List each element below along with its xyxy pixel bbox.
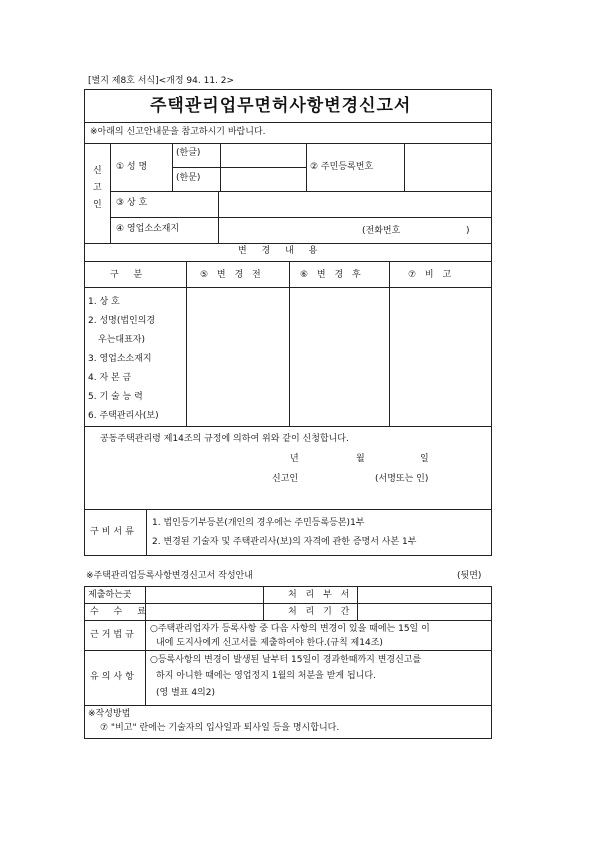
hanja-label: (한문) — [176, 173, 201, 183]
trade-name-label: ③ 상 호 — [116, 198, 148, 208]
legal-basis-line: ○주택관리업자가 등록사항 중 다음 사항의 변경이 있을 때에는 15일 이 — [150, 624, 430, 634]
changes-section-title: 변 경 내 용 — [238, 246, 324, 256]
back-side-label: (뒷면) — [457, 571, 482, 581]
guide-title: ※주택관리업등록사항변경신고서 작성안내 — [86, 571, 253, 581]
col-before: ⑤ 변 경 전 — [200, 270, 264, 280]
notes-label: 유의사항 — [90, 672, 137, 682]
resident-number-field[interactable] — [405, 144, 491, 190]
legal-basis-label: 근거법규 — [90, 630, 137, 640]
list-item: 4. 자 본 금 — [88, 373, 132, 383]
resident-number-label: ② 주민등록번호 — [310, 162, 374, 172]
after-field[interactable] — [290, 288, 388, 425]
list-item: 1. 상 호 — [88, 297, 120, 307]
legal-basis-line: 내에 도지사에게 신고서를 제출하여야 한다.(규칙 제14조) — [156, 638, 383, 648]
declaration-text: 공동주택관리령 제14조의 규정에 의하여 위와 같이 신청합니다. — [100, 434, 349, 444]
method-title: ※작성방법 — [88, 709, 131, 719]
name-hangul-field[interactable] — [221, 144, 305, 166]
before-field[interactable] — [187, 288, 288, 425]
office-address-label: ④ 영업소소재지 — [116, 224, 180, 234]
instruction-text: ※아래의 신고안내문을 참고하시기 바랍니다. — [90, 127, 266, 137]
phone-label: (전화번호 — [362, 226, 401, 236]
list-item: 6. 주택관리사(보) — [88, 411, 159, 421]
submit-to-label: 제출하는곳 — [88, 590, 132, 600]
applicant-section-label: 신 고 인 — [93, 166, 102, 210]
list-item: 3. 영업소소재지 — [88, 354, 152, 364]
page-title: 주택관리업무면허사항변경신고서 — [150, 96, 412, 116]
processing-period-label: 처 리 기 간 — [288, 607, 353, 617]
signature-label: (서명또는 인) — [375, 474, 429, 484]
trade-name-field[interactable] — [219, 192, 491, 216]
processing-dept-label: 처 리 부 서 — [288, 590, 353, 600]
change-items-list — [88, 293, 159, 426]
date-month: 월 — [356, 454, 365, 464]
documents-label: 구비서류 — [90, 527, 137, 537]
col-remarks: ⑦ 비 고 — [408, 270, 455, 280]
col-after: ⑥ 변 경 후 — [300, 270, 364, 280]
phone-close: ) — [466, 226, 470, 236]
phone-field[interactable] — [410, 220, 462, 240]
office-address-field[interactable] — [219, 218, 359, 242]
notes-line: 하지 아니한 때에는 영업정지 1월의 처분을 받게 됩니다. — [156, 671, 376, 681]
list-item: 우는대표자) — [98, 335, 145, 345]
hangul-label: (한글) — [176, 148, 201, 158]
form-number-note: [별지 제8호 서식]<개정 94. 11. 2> — [88, 76, 235, 86]
date-day: 일 — [420, 454, 429, 464]
remarks-field[interactable] — [390, 288, 491, 425]
reporter-label: 신고인 — [272, 474, 299, 484]
date-year: 년 — [290, 454, 299, 464]
list-item: 2. 성명(법인의경 — [88, 316, 156, 326]
list-item: 5. 기 술 능 력 — [88, 392, 143, 402]
col-category: 구 분 — [110, 270, 149, 280]
name-label: ① 성 명 — [116, 162, 148, 172]
document-item: 1. 법인등기부등본(개인의 경우에는 주민등록등본)1부 — [152, 518, 365, 528]
fee-label: 수 수 료 — [90, 607, 152, 617]
name-hanja-field[interactable] — [221, 168, 305, 190]
notes-line: ○등록사항의 변경이 발생된 날부터 15일이 경과한때까지 변경신고를 — [150, 655, 422, 665]
method-text: ⑦ "비고" 란에는 기술자의 입사일과 퇴사일 등을 명시합니다. — [100, 723, 340, 733]
notes-line: (영 별표 4의2) — [156, 688, 215, 698]
document-item: 2. 변경된 기술자 및 주택관리사(보)의 자격에 관한 증명서 사본 1부 — [152, 537, 417, 547]
